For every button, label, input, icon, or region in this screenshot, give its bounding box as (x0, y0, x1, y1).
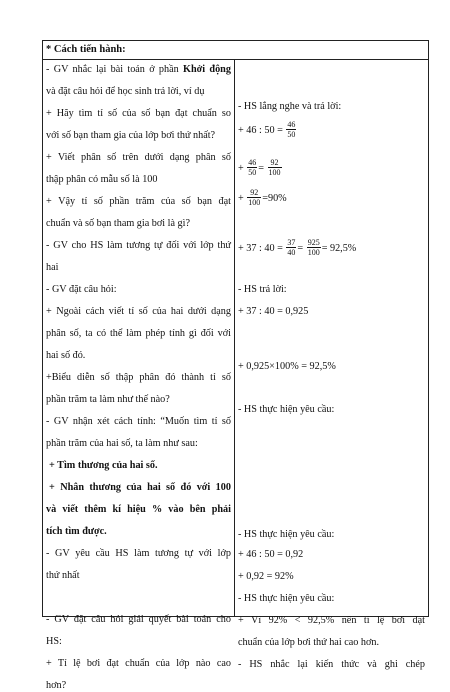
teacher-line: phần trăm của hai số, ta làm như sau: (46, 438, 198, 449)
fraction: $\frac{37}{40}$ (287, 238, 296, 258)
teacher-line: - GV nhắc lại bài toán ở phần Khởi động (46, 64, 231, 75)
teacher-line: - GV đặt câu hỏi: (46, 284, 117, 295)
student-line: + $\frac{92}{100}$ =90% (237, 188, 287, 208)
student-line: - HS thực hiện yêu cầu: (237, 529, 335, 540)
teacher-line: +Biểu diễn số thập phân đó thành tỉ số (46, 372, 231, 383)
student-line: - HS thực hiện yêu cầu: (237, 404, 335, 415)
fraction: $\frac{92}{100}$ (248, 188, 261, 208)
teacher-line: - GV cho HS làm tương tự đối với lớp thứ (46, 240, 231, 251)
fraction: $\frac{46}{50}$ (287, 120, 296, 140)
student-line: + 46 : 50 = 0,92 (237, 549, 304, 560)
student-line: chuẩn của lớp bơi thứ hai cao hơn. (237, 637, 380, 648)
student-line: + 0,92 = 92% (237, 571, 294, 582)
student-line: + 37 : 40 = 0,925 (237, 306, 309, 317)
teacher-line: + Vậy tỉ số phần trăm của số bạn đạt (46, 196, 231, 207)
student-line: + Vì 92% < 92,5% nên tỉ lệ bơi đạt (237, 615, 425, 626)
teacher-line: - GV yêu cầu HS làm tương tự với lớp (46, 548, 231, 559)
student-line: + 46 : 50 = $\frac{46}{50}$ (237, 120, 296, 140)
teacher-line: + Viết phân số trên dưới dạng phân số (46, 152, 231, 163)
student-line: - HS thực hiện yêu cầu: (237, 593, 335, 604)
student-line: - HS trả lời: (237, 284, 287, 295)
teacher-line: phân số, ta có thể làm phép tính gì đối với (46, 328, 231, 339)
lesson-table (42, 40, 429, 691)
student-line: + 0,925×100% = 92,5% (237, 361, 336, 372)
teacher-line: thứ nhất (46, 570, 80, 581)
teacher-line: + Tìm thương của hai số. (49, 460, 158, 471)
teacher-line: hai (46, 262, 59, 273)
lesson-page (42, 40, 429, 691)
fraction: $\frac{46}{50}$ (248, 158, 257, 178)
teacher-line: + Tỉ lệ bơi đạt chuẩn của lớp nào cao (46, 658, 231, 669)
teacher-line: với số bạn tham gia của lớp bơi thứ nhất? (46, 130, 216, 141)
teacher-line: chuẩn và số bạn tham gia bơi là gì? (46, 218, 191, 229)
teacher-line: + Ngoài cách viết tỉ số của hai dưới dạng (46, 306, 231, 317)
student-activities-cell (234, 60, 428, 670)
teacher-line: và đặt câu hỏi để học sinh trả lời, ví dụ (46, 86, 205, 97)
teacher-line: phần trăm ta làm như thế nào? (46, 394, 170, 405)
student-line: + $\frac{46}{50}$ = $\frac{92}{100}$ (237, 158, 281, 178)
student-line: - HS lắng nghe và trả lời: (237, 101, 342, 112)
teacher-line: - GV đặt câu hỏi giải quyết bài toán cho (46, 614, 231, 625)
teacher-line: tích tìm được. (46, 526, 107, 537)
procedure-header: * Cách tiến hành: (43, 41, 429, 60)
teacher-line: - GV nhận xét cách tính: “Muốn tìm tỉ số (46, 416, 231, 427)
teacher-line: hơn? (46, 680, 67, 691)
teacher-line: + Hãy tìm tỉ số của số bạn đạt chuẩn so (46, 108, 231, 119)
fraction: $\frac{92}{100}$ (268, 158, 281, 178)
teacher-line: HS: (46, 636, 62, 647)
teacher-line: và viết thêm kí hiệu % vào bên phải (46, 504, 231, 515)
teacher-activities-cell (43, 60, 235, 691)
teacher-line: hai số đó. (46, 350, 86, 361)
student-line: + 37 : 40 = $\frac{37}{40}$ = $\frac{925}{100}$ = 92,5% (237, 238, 357, 258)
teacher-line: + Nhân thương của hai số đó với 100 (49, 482, 231, 493)
student-line: - HS nhắc lại kiến thức và ghi chép (237, 659, 425, 670)
teacher-line: thập phân có mẫu số là 100 (46, 174, 158, 185)
fraction: $\frac{925}{100}$ (307, 238, 320, 258)
